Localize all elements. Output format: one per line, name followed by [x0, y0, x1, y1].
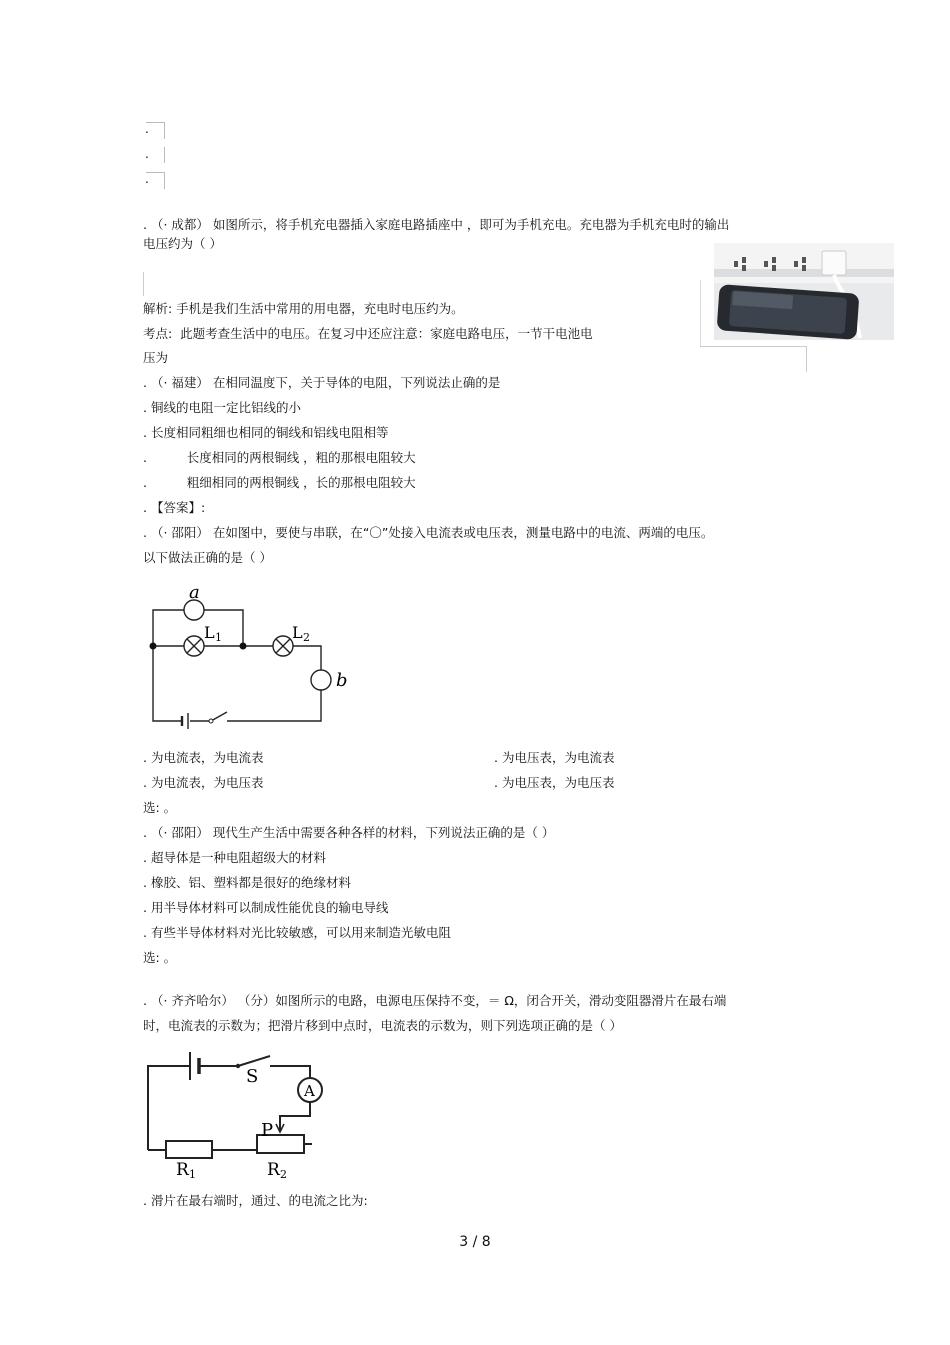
mark-3: . — [145, 172, 149, 186]
photo-frame-left — [700, 280, 701, 346]
page-number: 3 / 8 — [459, 1234, 491, 1250]
q2-option-d: . 粗细相同的两根铜线 ，长的那根电阻较大 — [143, 475, 416, 490]
circuit-diagram-1 — [140, 576, 360, 732]
q2-stem: . （· 福建） 在相同温度下，关于导体的电阻，下列说法止确的是 — [143, 375, 501, 390]
q3-select: 选: 。 — [143, 800, 177, 815]
mark-3-bracket — [146, 172, 165, 189]
q5-line1: . （· 齐齐哈尔） （分）如图所示的电路，电源电压保持不变，＝ Ω，闭合开关，滑动变阻器滑片在最右端 — [143, 993, 727, 1008]
photo-frame-bottom — [700, 346, 806, 347]
q4-option-b: . 橡胶、铝、塑料都是很好的绝缘材料 — [143, 875, 351, 890]
label-L2: L — [292, 623, 303, 642]
q2-answer: . 【答案】: — [143, 500, 206, 515]
label-b: b — [336, 670, 348, 691]
q3-line1: . （· 邵阳） 在如图中，要使与串联，在“〇”处接入电流表或电压表，测量电路中的电流、两端的电压。 — [143, 525, 714, 540]
mark-1-bracket — [146, 122, 165, 139]
mark-1: . — [145, 122, 149, 136]
label-S: S — [246, 1066, 259, 1087]
q4-select: 选: 。 — [143, 950, 177, 965]
q4-option-d: . 有些半导体材料对光比较敏感，可以用来制造光敏电阻 — [143, 925, 451, 940]
photo-frame-right — [806, 346, 807, 372]
q5-line2: 时，电流表的示数为；把滑片移到中点时，电流表的示数为，则下列选项正确的是（ ） — [143, 1018, 622, 1033]
q3-option-c: . 为电流表，为电压表 — [143, 775, 264, 790]
label-R2-sub: 2 — [280, 1168, 287, 1181]
label-L1: L — [204, 623, 215, 642]
q1-line1: . （· 成都） 如图所示，将手机充电器插入家庭电路插座中 ，即可为手机充电。充电器为手机充电时的输出 — [143, 217, 730, 232]
q1-analysis: 解析: 手机是我们生活中常用的用电器，充电时电压约为。 — [143, 301, 464, 316]
mark-2: . — [145, 147, 149, 161]
label-L1-sub: 1 — [215, 631, 222, 644]
q3-option-d: . 为电压表，为电压表 — [494, 775, 615, 790]
q1-line2: 电压约为（ ） — [143, 236, 222, 251]
label-A: A — [304, 1082, 315, 1100]
label-L2-sub: 2 — [303, 631, 310, 644]
q3-line2: 以下做法正确的是（ ） — [143, 550, 272, 565]
label-R2: R — [267, 1160, 280, 1180]
q2-option-b: . 长度相同粗细也相同的铜线和铝线电阻相等 — [143, 425, 389, 440]
margin-mark — [143, 272, 144, 296]
q3-option-b: . 为电压表，为电流表 — [494, 750, 615, 765]
label-R1: R — [176, 1160, 189, 1180]
label-P: P — [261, 1120, 274, 1141]
phone-charging-photo — [714, 243, 894, 340]
q5-option-a: . 滑片在最右端时，通过、的电流之比为: — [143, 1193, 368, 1208]
q4-stem: . （· 邵阳） 现代生产生活中需要各种各样的材料，下列说法正确的是（ ） — [143, 825, 555, 840]
q3-option-a: . 为电流表，为电流表 — [143, 750, 264, 765]
q4-option-c: . 用半导体材料可以制成性能优良的输电导线 — [143, 900, 389, 915]
label-R1-sub: 1 — [189, 1168, 196, 1181]
label-a: a — [189, 582, 200, 603]
q4-option-a: . 超导体是一种电阻超级大的材料 — [143, 850, 326, 865]
q2-option-a: . 铜线的电阻一定比铝线的小 — [143, 400, 301, 415]
q1-point-line1: 考点: 此题考查生活中的电压。在复习中还应注意：家庭电路电压，一节干电池电 — [143, 326, 593, 341]
q1-point-line2: 压为 — [143, 350, 169, 365]
q2-option-c: . 长度相同的两根铜线 ，粗的那根电阻较大 — [143, 450, 416, 465]
mark-2-bracket — [146, 147, 165, 163]
circuit-diagram-2 — [140, 1044, 340, 1180]
